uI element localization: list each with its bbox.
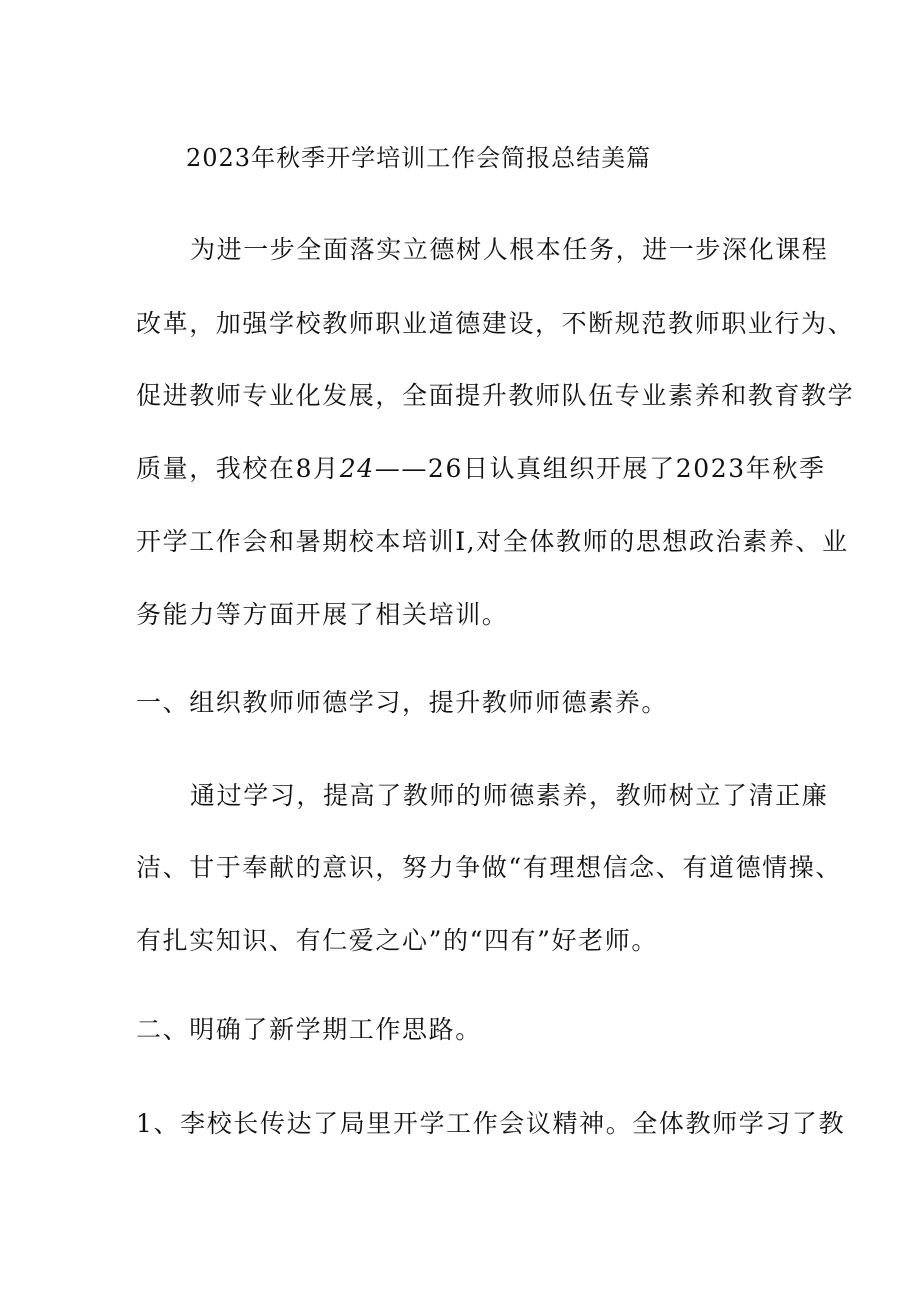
- paragraph1-line6: 务能力等方面开展了相关培训。: [136, 600, 509, 629]
- paragraph3-line1: 1、李校长传达了局里开学工作会议精神。全体教师学习了教: [136, 1109, 846, 1138]
- section-heading-1: 一、组织教师师德学习，提升教师师德素养。: [136, 688, 669, 717]
- paragraph1-line4-c: ——26日认真组织开展了2023年秋季: [374, 454, 826, 483]
- paragraph1-line4-b: 24: [339, 454, 375, 483]
- document-title: 2023年秋季开学培训工作会简报总结美篇: [186, 144, 652, 172]
- paragraph2-line3: 有扎实知识、有仁爱之心”的“四有”好老师。: [136, 926, 658, 955]
- paragraph1-line4-a: 质量，我校在8月: [136, 454, 340, 483]
- paragraph1-line4: [136, 453, 826, 485]
- paragraph2-line2: 洁、甘于奉献的意识，努力争做“有理想信念、有道德情操、: [136, 853, 842, 882]
- paragraph1-line3: 促进教师专业化发展，全面提升教师队伍专业素养和教育教学: [136, 381, 855, 410]
- paragraph2-line1: 通过学习，提高了教师的师德素养，教师树立了清正廉: [190, 781, 829, 810]
- section-heading-2: 二、明确了新学期工作思路。: [136, 1015, 482, 1044]
- paragraph1-line5: 开学工作会和暑期校本培训I,对全体教师的思想政治素养、业: [136, 527, 849, 556]
- paragraph1-line1: 为进一步全面落实立德树人根本任务，进一步深化课程: [190, 235, 829, 264]
- paragraph1-line2: 改革，加强学校教师职业道德建设，不断规范教师职业行为、: [136, 309, 855, 338]
